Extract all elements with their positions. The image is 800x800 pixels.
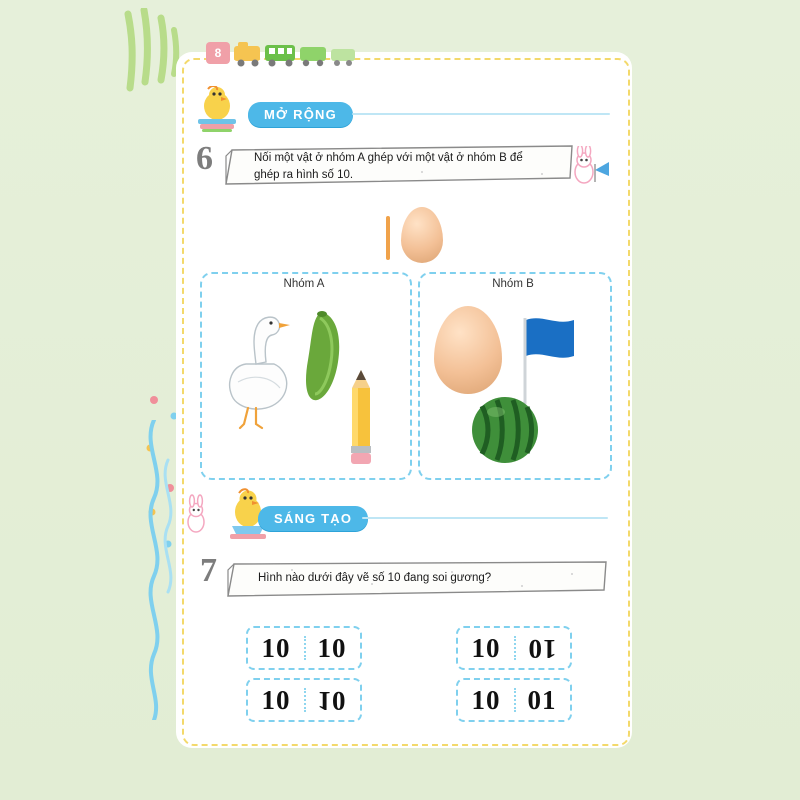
option-3-left: 10	[261, 684, 291, 715]
page-number: 8	[206, 42, 230, 64]
tally-stroke	[386, 216, 390, 260]
option-box-2[interactable]	[456, 626, 572, 670]
section-title-sang-tao: SÁNG TẠO	[258, 506, 368, 531]
group-a-label: Nhóm A	[283, 278, 325, 290]
option-2-right: 10	[527, 633, 557, 664]
option-1-divider	[304, 636, 306, 660]
option-4-divider	[514, 688, 516, 712]
instruction-number-7: 7	[200, 552, 217, 589]
option-box-1[interactable]	[246, 626, 362, 670]
section-banner-line-1	[352, 113, 610, 115]
duck-books-mascot-icon	[190, 86, 244, 132]
section-banner-line-2	[362, 517, 608, 519]
instruction-text-6: Nối một vật ở nhóm A ghép với một vật ở nhóm B để ghép ra hình số 10.	[254, 152, 523, 182]
rabbit-mascot-icon	[568, 146, 612, 188]
instruction-number-6: 6	[196, 140, 213, 177]
option-box-4[interactable]	[456, 678, 572, 722]
goose-image	[218, 304, 302, 430]
pencil-image	[344, 368, 378, 466]
option-1-right: 10	[317, 632, 347, 663]
section-title-mo-rong: MỞ RỘNG	[248, 102, 353, 127]
option-4-left: 10	[471, 684, 501, 715]
wave-decoration	[138, 420, 178, 720]
brush-stroke-decoration	[118, 8, 182, 94]
instruction-text-7: Hình nào dưới đây vẽ số 10 đang soi gương?	[258, 572, 492, 584]
option-2-left: 10	[471, 632, 501, 663]
option-3-right: 10	[317, 685, 347, 716]
cucumber-image	[300, 308, 350, 408]
section-banner-sang-tao	[258, 506, 368, 531]
group-b-label: Nhóm B	[492, 278, 534, 290]
option-4-right: 01	[527, 684, 557, 715]
option-1-left: 10	[261, 632, 291, 663]
section-banner-mo-rong	[248, 102, 353, 127]
watermelon-image	[466, 392, 544, 468]
option-box-3[interactable]	[246, 678, 362, 722]
train-decoration	[232, 38, 362, 68]
